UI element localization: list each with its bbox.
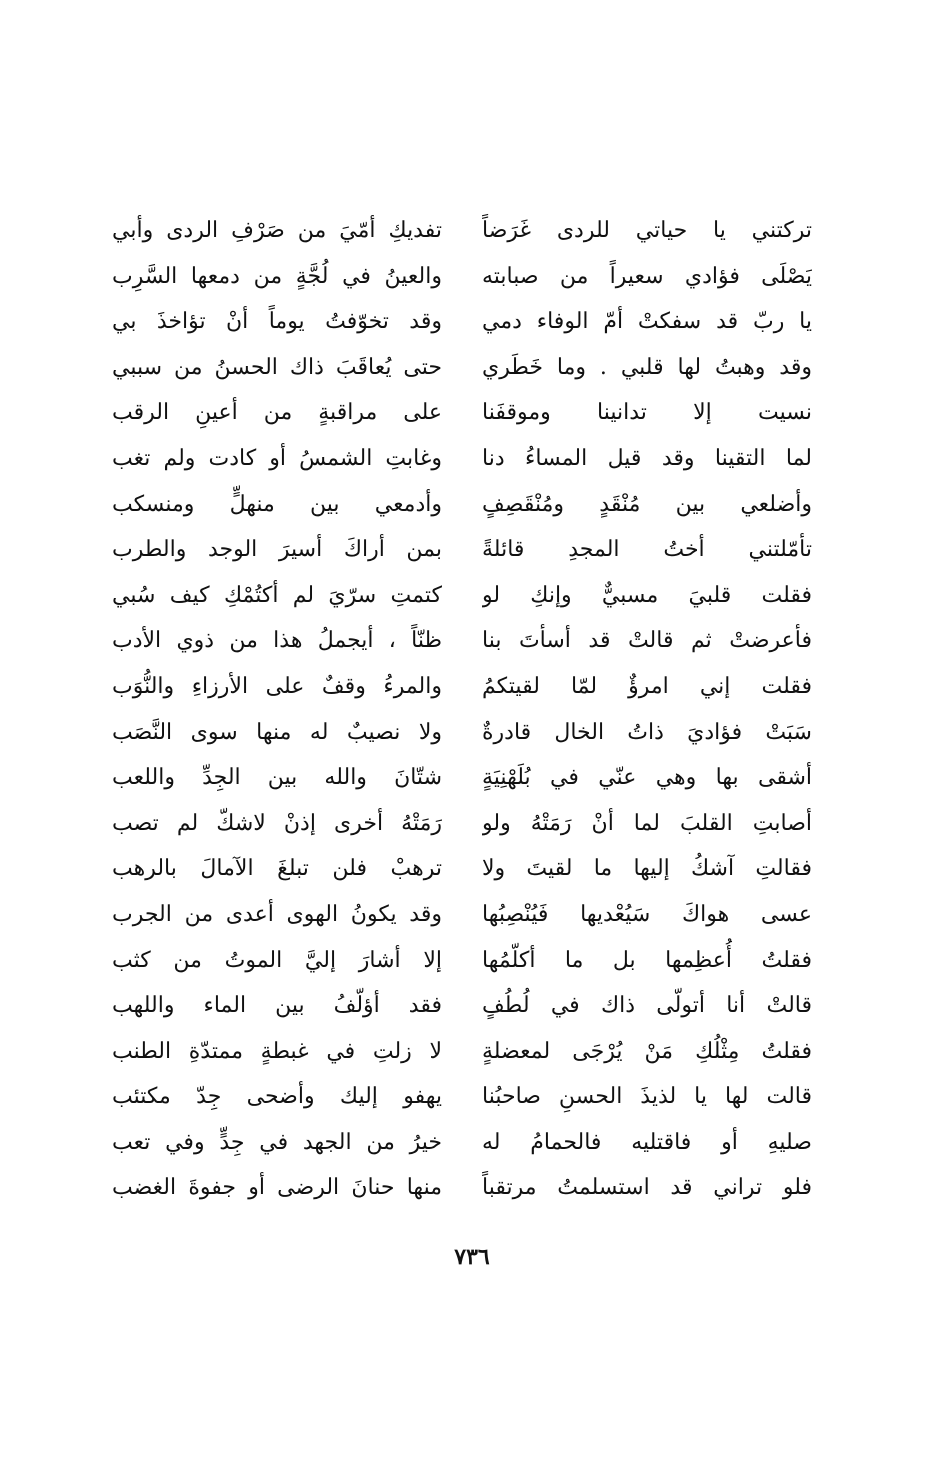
verse-line: ترهبْ فلن تبلغَ الآمالَ بالرهب [112, 856, 442, 882]
verse-line: ظنّاً ، أيجملُ هذا من ذوي الأدب [112, 628, 442, 654]
verse-line: منها حنانَ الرضى أو جفوةَ الغضب [112, 1175, 442, 1201]
verse-line: فقد أؤلّفُ بين الماء واللهب [112, 993, 442, 1019]
verse-line: رَمَتْهُ أخرى إذنْ لاشكّ لم تصب [112, 810, 442, 836]
page-number: ٧٣٦ [454, 1244, 490, 1270]
verse-line: فلو تراني قد استسلمتُ مرتقباً [482, 1175, 812, 1201]
verse-line: بمن أراكَ أسيرَ الوجد والطرب [112, 537, 442, 563]
right-column [482, 208, 812, 1228]
verse-line: وأضلعي بين مُنْقَدٍ ومُنْقَصِفٍ [482, 491, 812, 517]
left-column [112, 208, 442, 1228]
verse-line: خيرُ من الجهد في جِدٍّ وفي تعب [112, 1129, 442, 1155]
verse-line: شتّانَ والله بين الجِدِّ واللعب [112, 765, 442, 791]
verse-line: وأدمعي بين منهلٍّ ومنسكب [112, 491, 442, 517]
verse-line: يا ربّ قد سفكتْ أمّ الوفاء دمي [482, 309, 812, 335]
verse-line: أصابتِ القلبَ لما أنْ رَمَتْهُ ولو [482, 810, 812, 836]
verse-line: يَصْلَى فؤادي سعيراً من صبابته [482, 263, 812, 289]
verse-line: فقلت إني امرؤٌ لمّا لقيتكمُ [482, 673, 812, 699]
verse-line: يهفو إليك وأضحى جِدّ مكتئب [112, 1084, 442, 1110]
verse-line: كتمتِ سرّيَ لم أكتُمْكِ كيف سُبي [112, 582, 442, 608]
verse-line: وقد يكونُ الهوى أعدى من الجرب [112, 901, 442, 927]
verse-line: حتى يُعاقَبَ ذاك الحسنُ من سببي [112, 354, 442, 380]
verse-line: ولا نصيبٌ له منها سوى النَّصَب [112, 719, 442, 745]
verse-line: لا زلتِ في غبطةٍ ممتدّةِ الطنب [112, 1038, 442, 1064]
verse-line: لما التقينا وقد قيل المساءُ دنا [482, 445, 812, 471]
verse-line: سَبَتْ فؤاديَ ذاتُ الخال قادرةٌ [482, 719, 812, 745]
verse-line: والعينُ في لُجَّةٍ من دمعها السَّرِب [112, 263, 442, 289]
verse-line: عسى هواكَ سَيُعْديها فَيُنْصِبُها [482, 901, 812, 927]
verse-line: فقلتُ مِثْلُكِ مَنْ يُرْجَى لمعضلةٍ [482, 1038, 812, 1064]
verse-line: وغابتِ الشمسُ أو كادت ولم تغب [112, 445, 442, 471]
verse-line: صليهِ أو فاقتليه فالحمامُ له [482, 1129, 812, 1155]
verse-line: قالت لها يا لذيذَ الحسنِ صاحبُنا [482, 1084, 812, 1110]
verse-line: والمرءُ وقفٌ على الأرزاءِ والنُّوَب [112, 673, 442, 699]
verse-line: تأمّلتني أختُ المجدِ قائلةً [482, 537, 812, 563]
verse-line: تفديكِ أمّيَ من صَرْفِ الردى وأبي [112, 218, 442, 243]
verse-line: نسيت إلا تدانينا وموقفَنا [482, 400, 812, 426]
verse-line: فقلتُ أُعظِمها بل ما أكلّمُها [482, 947, 812, 973]
verse-line: وقد وهبتُ لها قلبي . وما خَطَري [482, 354, 812, 380]
verse-line: على مراقبةٍ من أعينِ الرقب [112, 400, 442, 426]
verse-line: وقد تخوّفتُ يوماً أنْ تؤاخذَ بي [112, 309, 442, 335]
verse-line: إلا أشارَ إليَّ الموتُ من كثب [112, 947, 442, 973]
verse-line: قالتْ أنا أتولّى ذاك في لُطُفٍ [482, 993, 812, 1019]
poem-columns [112, 208, 812, 1228]
verse-line: فأعرضتْ ثم قالتْ قد أسأتَ بنا [482, 628, 812, 654]
verse-line: فقالتِ آشكُ إليها ما لقيتَ ولا [482, 856, 812, 882]
verse-line: فقلت قلبيَ مسبيٌّ وإنكِ لو [482, 582, 812, 608]
verse-line: أشقى بها وهي عنّي في بُلَهْنِيَةٍ [482, 765, 812, 791]
verse-line: تركتني يا حياتي للردى غَرَضاً [482, 218, 812, 243]
